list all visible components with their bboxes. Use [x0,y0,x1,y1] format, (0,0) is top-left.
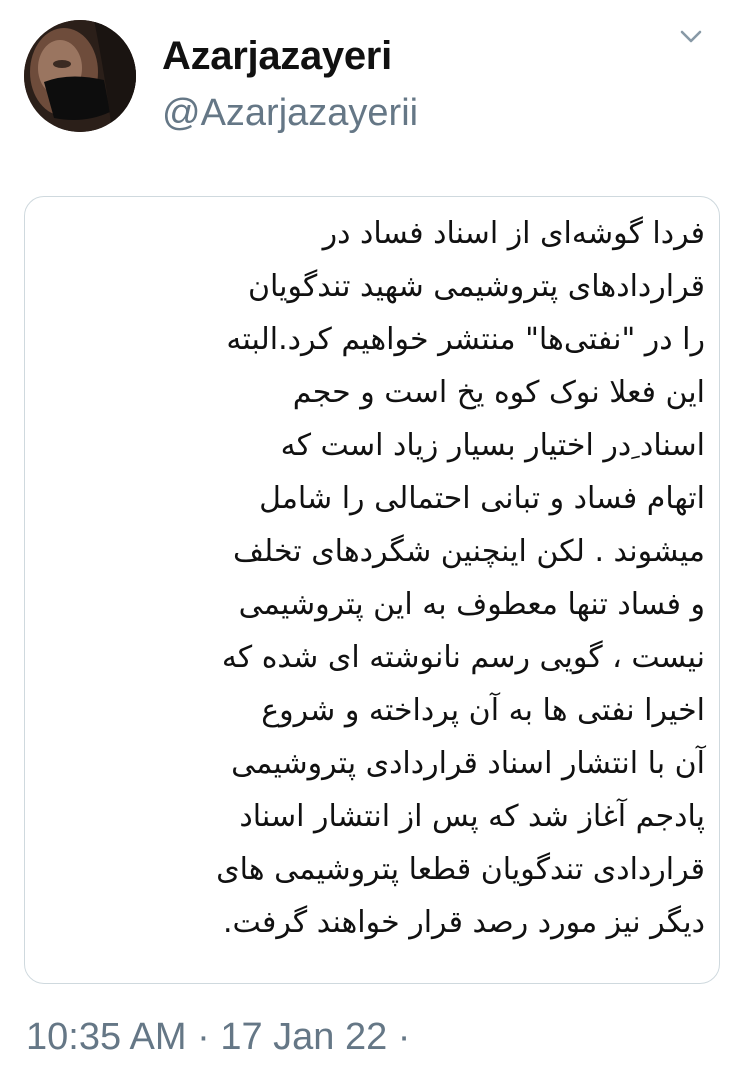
tweet-menu-button[interactable] [676,22,706,52]
image-text-line: نیست ، گویی رسم نانوشته ای شده که [221,640,705,675]
author-handle[interactable]: @Azarjazayerii [162,92,419,134]
image-text-line: این فعلا نوک کوه یخ است و حجم [292,375,705,410]
image-text-line: دیگر نیز مورد رصد قرار خواهند گرفت. [222,905,705,940]
avatar[interactable] [24,20,136,132]
image-text-line: قراردادهای پتروشیمی شهید تندگویان [247,269,705,304]
image-text-line: و فساد تنها معطوف به این پتروشیمی [238,587,705,622]
image-text-line: قراردادی تندگویان قطعا پتروشیمی های [216,852,705,887]
image-text-line: اخیرا نفتی ها به آن پرداخته و شروع [261,693,705,728]
author-display-name[interactable]: Azarjazayeri [162,34,392,78]
image-text-block [43,207,705,949]
tweet-header [24,20,724,140]
attached-image[interactable] [24,196,720,984]
chevron-down-icon [676,22,706,52]
avatar-photo-icon [24,20,136,132]
image-text-line: را در "نفتی‌ها" منتشر خواهیم کرد.البته [226,322,705,357]
image-text-line: پادجم آغاز شد که پس از انتشار اسناد [239,799,705,834]
image-text-line: میشوند . لکن اینچنین شگردهای تخلف [232,534,705,569]
image-text-line: اسناد ِدر اختیار بسیار زیاد است که [280,428,705,463]
image-text-line: فردا گوشه‌ای از اسناد فساد در [322,216,705,251]
image-text-line: آن با انتشار اسناد قراردادی پتروشیمی [231,746,705,781]
tweet-timestamp[interactable]: 10:35 AM · 17 Jan 22 · [26,1016,411,1058]
image-text-line: اتهام فساد و تبانی احتمالی را شامل [259,481,705,516]
